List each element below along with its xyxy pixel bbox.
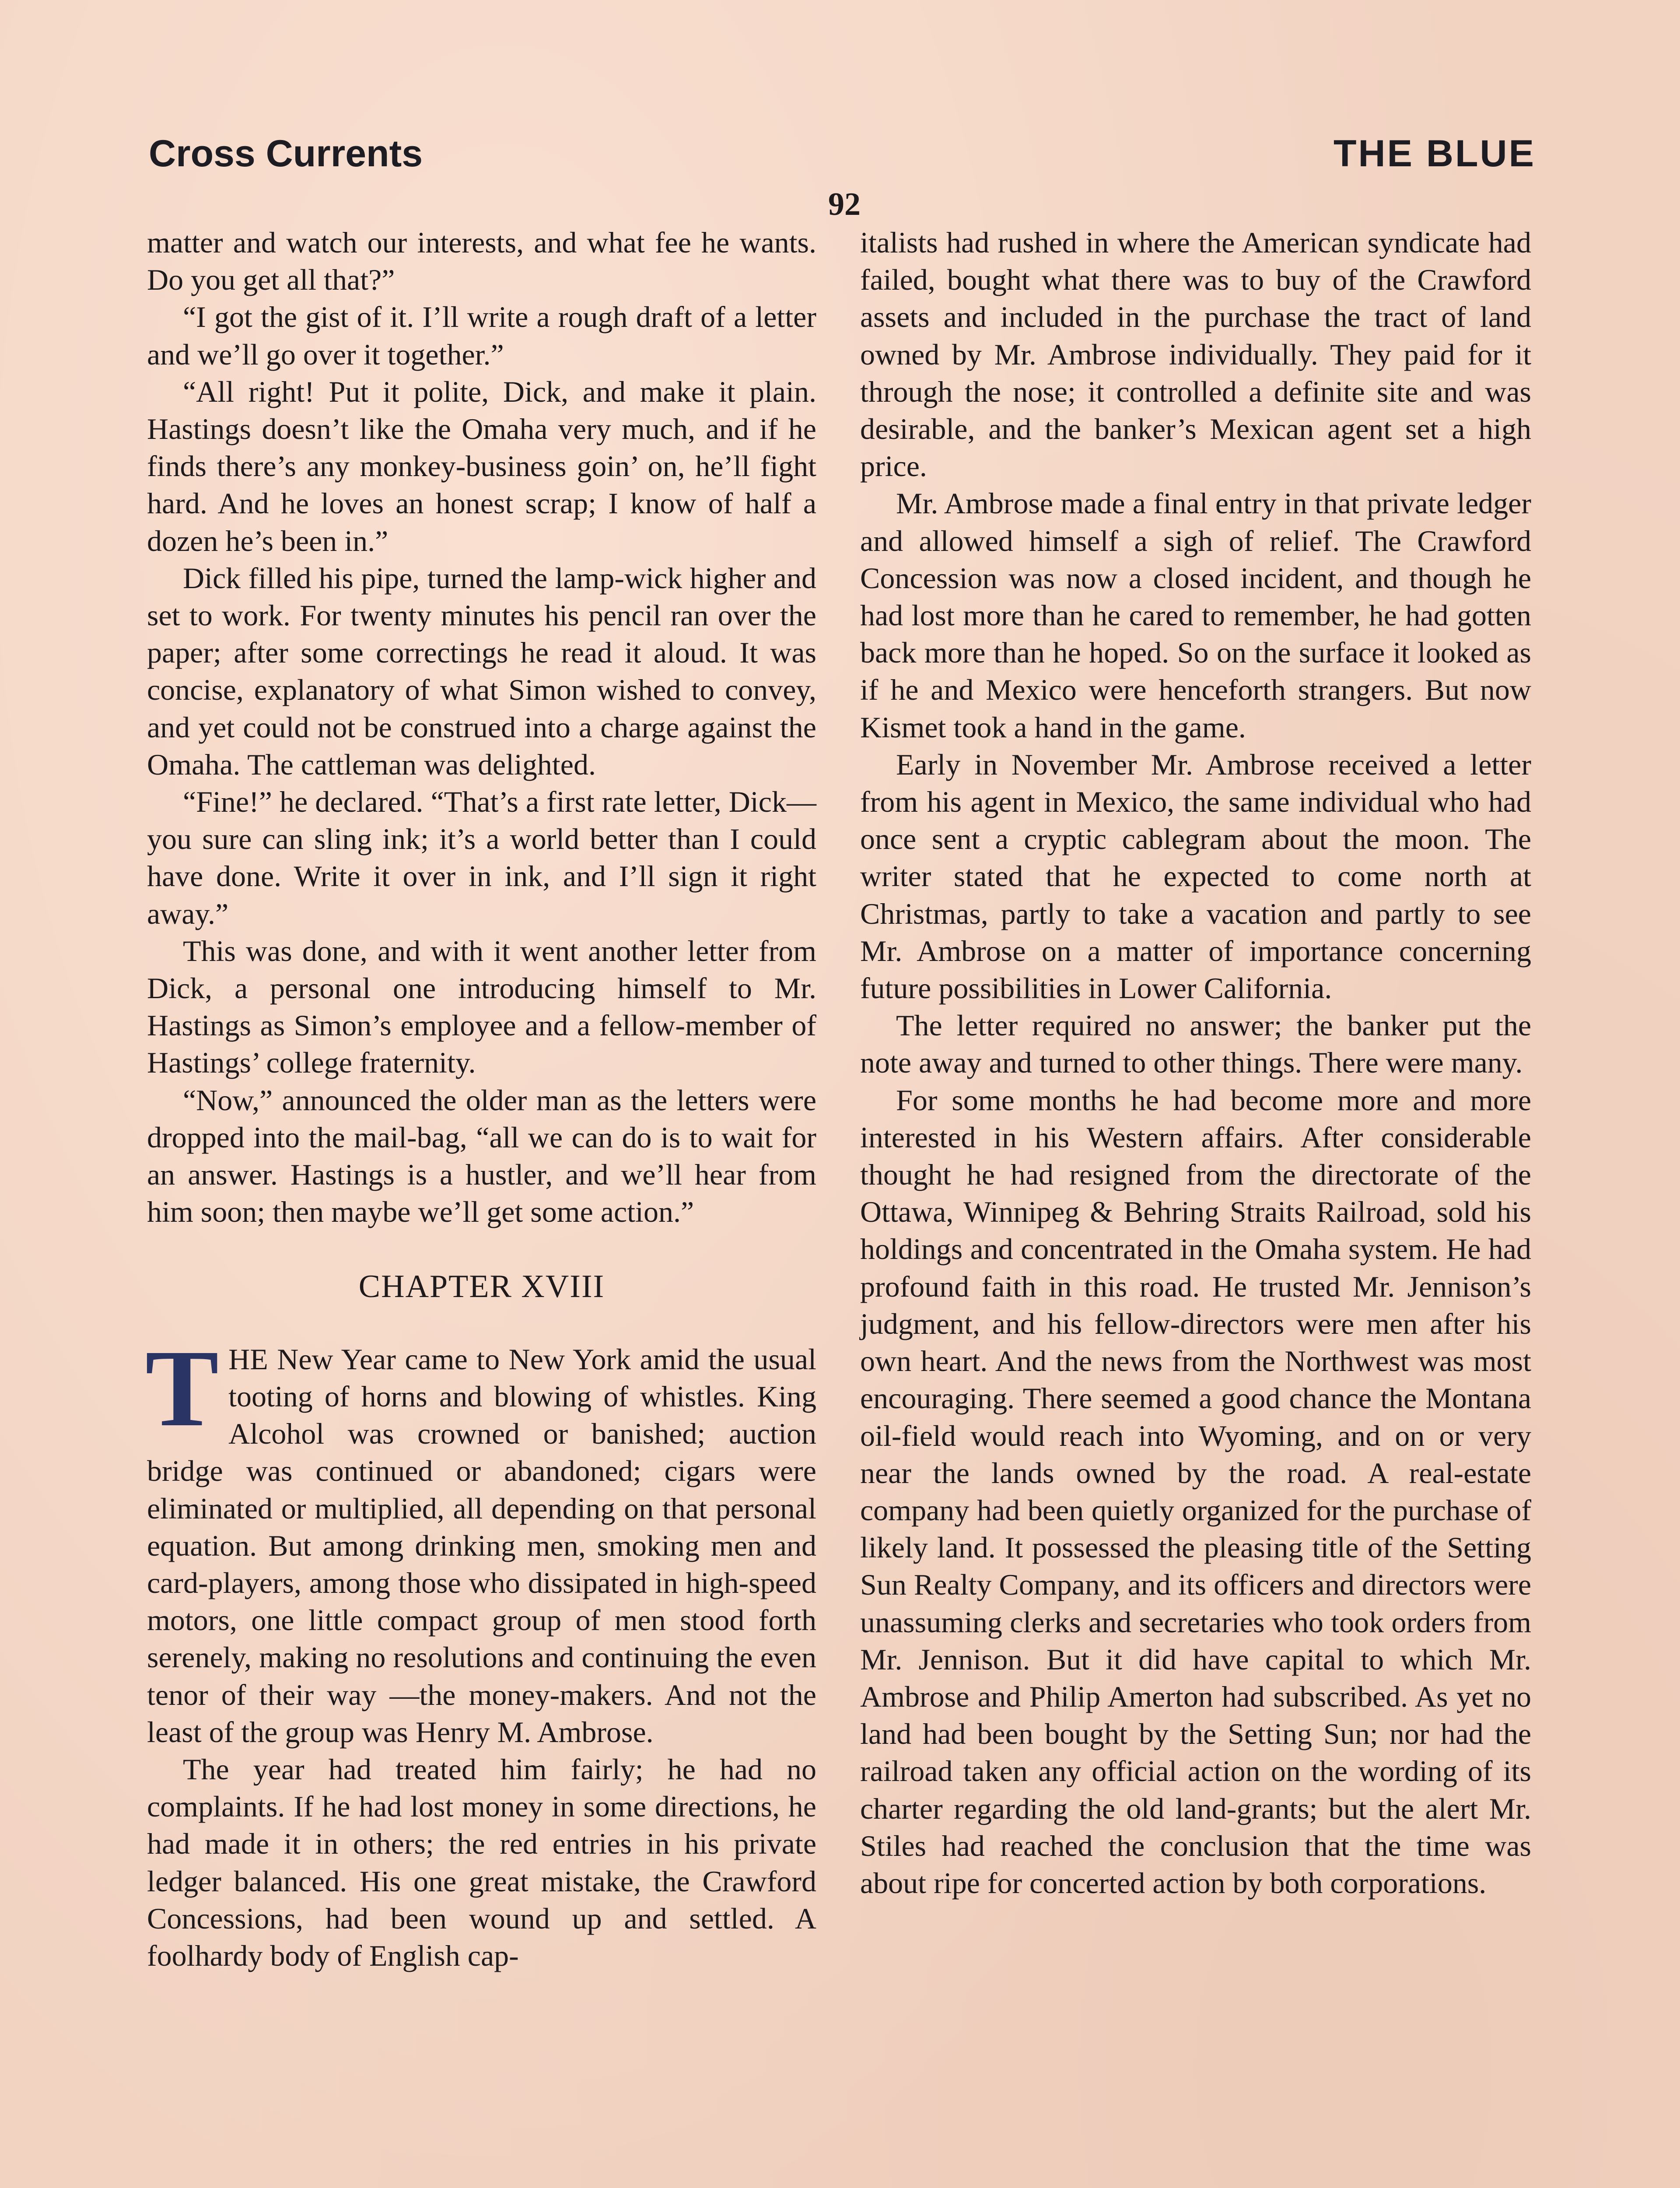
paragraph: matter and watch our interests, and what fee he wants. Do you get all that?” [147,226,816,297]
paragraph: “All right! Put it polite, Dick, and make it plain. Hastings doesn’t like the Omaha very much, and if he finds there’s any monkey-business goin’ on, he’ll fight hard. And he loves an honest scrap; I know of half a dozen he’s been in.” [147,375,816,558]
chapter-heading: CHAPTER XVIII [358,1269,605,1305]
paragraph: “I got the gist of it. I’ll write a rough draft of a letter and we’ll go over it together.” [147,300,816,371]
running-head-title: Cross Currents [149,133,423,175]
paragraph: “Now,” announced the older man as the letters were dropped into the mail-bag, “all we can do is to wait for an answer. Hastings is a hustler, and we’ll hear from him soon; then maybe we’ll get some action.” [147,1083,816,1229]
paragraph: For some months he had become more and more interested in his Western affairs. After considerable thought he had resigned from the directorate of the Ottawa, Winnipeg & Behring Straits Railroad, sold his holdings and concentrated in the Omaha system. He had profound faith in this road. He trusted Mr. Jennison’s judgment, and his fellow-directors were men after his own heart. And the news from the Northwest was most encouraging. There seemed a good chance the Montana oil-field would reach into Wyoming, and on or very near the lands owned by the road. A real-estate company had been quietly organized for the purchase of likely land. It possessed the pleasing title of the Setting Sun Realty Company, and its officers and directors were unassuming clerks and secretaries who took orders from Mr. Jennison. But it did have capital to which Mr. Ambrose and Philip Amerton had subscribed. As yet no land had been bought by the Setting Sun; nor had the railroad taken any official action on the wording of its charter regarding the old land-grants; but the alert Mr. Stiles had reached the conclusion that the time was about ripe for concerted action by both corporations. [860,1083,1531,1900]
paragraph: italists had rushed in where the American syndicate had failed, bought what there was to buy of the Crawford assets and included in the purchase the tract of land owned by Mr. Ambrose individually. They paid for it through the nose; it controlled a definite site and was desirable, and the banker’s Mexican agent set a high price. [860,226,1531,483]
paragraph: Dick filled his pipe, turned the lamp-wick higher and set to work. For twenty minutes his pencil ran over the paper; after some correctings he read it aloud. It was concise, explanatory of what Simon wished to convey, and yet could not be construed into a charge against the Omaha. The cattleman was delighted. [147,561,816,781]
right-column [860,224,1531,1902]
running-head-magazine: THE BLUE [1334,133,1536,175]
paragraph: The letter required no answer; the banker put the note away and turned to other things. There were many. [860,1009,1531,1080]
paragraph: This was done, and with it went another letter from Dick, a personal one introducing himself to Mr. Hastings as Simon’s employee and a fellow-member of Hastings’ college fraternity. [147,934,816,1080]
chapter-opening-paragraph [145,1326,816,1751]
paragraph: Early in November Mr. Ambrose received a letter from his agent in Mexico, the same individual who had once sent a cryptic cablegram about the moon. The writer stated that he expected to come north at Christmas, partly to take a vacation and partly to see Mr. Ambrose on a matter of importance concerning future possibilities in Lower California. [860,747,1531,1005]
paragraph: “Fine!” he declared. “That’s a first rate letter, Dick—you sure can sling ink; it’s a world better than I could have done. Write it over in ink, and I’ll sign it right away.” [147,785,816,930]
chapter-opening-text: HE New Year came to New York amid the usual tooting of horns and blowing of whistles. King Alcohol was crowned or banished; auction bridge was continued or abandoned; cigars were eliminated or multiplied, all depending on that personal equation. But among drinking men, smoking men and card-players, among those who dissipated in high-speed motors, one little compact group of men stood forth serenely, making no resolutions and continuing the even tenor of their way —the money-makers. And not the least of the group was Henry M. Ambrose. [147,1342,816,1749]
left-column [147,224,816,1974]
drop-cap: T [145,1326,219,1449]
paragraph: The year had treated him fairly; he had no complaints. If he had lost money in some directions, he had made it in others; the red entries in his private ledger balanced. His one great mistake, the Crawford Concessions, had been wound up and settled. A foolhardy body of English cap- [147,1752,816,1972]
page-number: 92 [828,186,861,222]
paragraph: Mr. Ambrose made a final entry in that private ledger and allowed himself a sigh of relief. The Crawford Concession was now a closed incident, and though he had lost more than he cared to remember, he had gotten back more than he hoped. So on the surface it looked as if he and Mexico were henceforth strangers. But now Kismet took a hand in the game. [860,487,1531,744]
